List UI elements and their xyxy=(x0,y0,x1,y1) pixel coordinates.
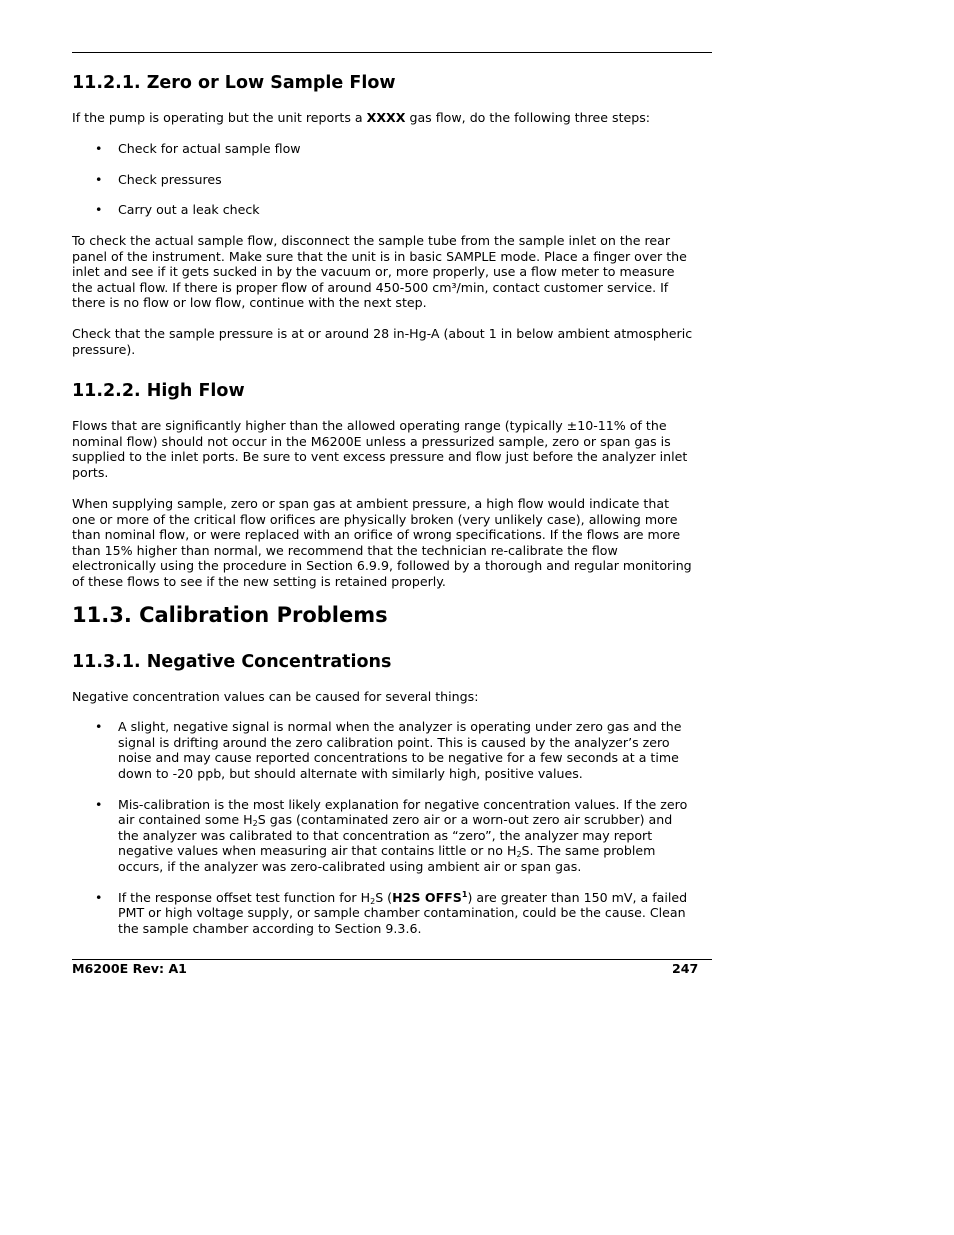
heading-calibration-problems: 11.3. Calibration Problems xyxy=(72,603,388,627)
zero-flow-intro: If the pump is operating but the unit reports a XXXX gas flow, do the following three steps: xyxy=(72,110,651,125)
bullet-icon: • xyxy=(95,889,103,905)
header-rule xyxy=(72,52,712,53)
footer-model-rev: M6200E Rev: A1 xyxy=(72,961,187,976)
list-item: • A slight, negative signal is normal when the analyzer is operating under zero gas and the signal is drifting around the zero calibration point. This is caused by the analyzer’s zero noise and may cause reported concentrations to be negative for a few seconds at a time down to -20 ppb, but should alternate with similarly high, positive values. xyxy=(95,719,682,781)
footer-rule xyxy=(72,959,712,960)
list-item: • Check for actual sample flow xyxy=(95,141,301,156)
bullet-icon: • xyxy=(95,719,103,734)
bullet-icon: • xyxy=(95,141,103,156)
high-flow-paragraph-1: Flows that are significantly higher than the allowed operating range (typically ±10-11% of the nominal flow) should not occur in the M6200E unless a pressurized sample, zero or span gas is supplied to the inlet ports. Be sure to vent excess pressure and flow just before the analyzer inlet ports. xyxy=(72,418,688,480)
negative-conc-intro: Negative concentration values can be caused for several things: xyxy=(72,689,479,704)
footer-page-number: 247 xyxy=(672,961,699,976)
heading-high-flow: 11.2.2. High Flow xyxy=(72,381,245,401)
zero-flow-paragraph-1: To check the actual sample flow, disconnect the sample tube from the sample inlet on the rear panel of the instrument. Make sure that the unit is in basic SAMPLE mode. Place a finger over the inlet and see if it gets sucked in by the vacuum or, more properly, use a flow meter to measure the actual flow. If there is proper flow of around 450-500 cm³/min, contact customer service. If there is no flow or low flow, continue with the next step. xyxy=(72,233,687,310)
list-item: • If the response offset test function for $H_2S$ (H2S OFFS$^1$) are greater than 150 mV, a failed PMT or high voltage supply, or sample chamber contamination, could be the cause. Clean the sample chamber according to Section 9.3.6. xyxy=(95,889,688,936)
xxxx-bold: XXXX xyxy=(366,110,406,125)
list-item: • Carry out a leak check xyxy=(95,202,260,217)
heading-negative-concentrations: 11.3.1. Negative Concentrations xyxy=(72,652,392,672)
h2s-offs-bold: H2S OFFS xyxy=(392,889,462,905)
bullet-icon: • xyxy=(95,796,103,812)
list-item: • Mis-calibration is the most likely explanation for negative concentration values. If the zero air contained some $H_2S$ gas (contaminated zero air or a worn-out zero air scrubber) and the analyzer was calibrated to that concentration as “zero”, the analyzer may report negative values when measuring air that contains little or no $H_2S$. The same problem occurs, if the analyzer was zero-calibrated using ambient air or span gas. xyxy=(95,796,688,874)
list-item: • Check pressures xyxy=(95,172,222,187)
heading-zero-low-flow: 11.2.1. Zero or Low Sample Flow xyxy=(72,73,396,93)
zero-flow-paragraph-2: Check that the sample pressure is at or around 28 in-Hg-A (about 1 in below ambient atmospheric pressure). xyxy=(72,326,693,357)
high-flow-paragraph-2: When supplying sample, zero or span gas at ambient pressure, a high flow would indicate that one or more of the critical flow orifices are physically broken (very unlikely case), allowing more than nominal flow, or were replaced with an orifice of wrong specifications. If the flows are more than 15% higher than normal, we recommend that the technician re-calibrate the flow electronically using the procedure in Section 6.9.9, followed by a thorough and regular monitoring of these flows to see if the new setting is retained properly. xyxy=(72,496,692,589)
bullet-icon: • xyxy=(95,202,103,217)
bullet-icon: • xyxy=(95,172,103,187)
negative-conc-causes-list xyxy=(72,719,712,936)
zero-flow-steps-list xyxy=(72,141,712,218)
